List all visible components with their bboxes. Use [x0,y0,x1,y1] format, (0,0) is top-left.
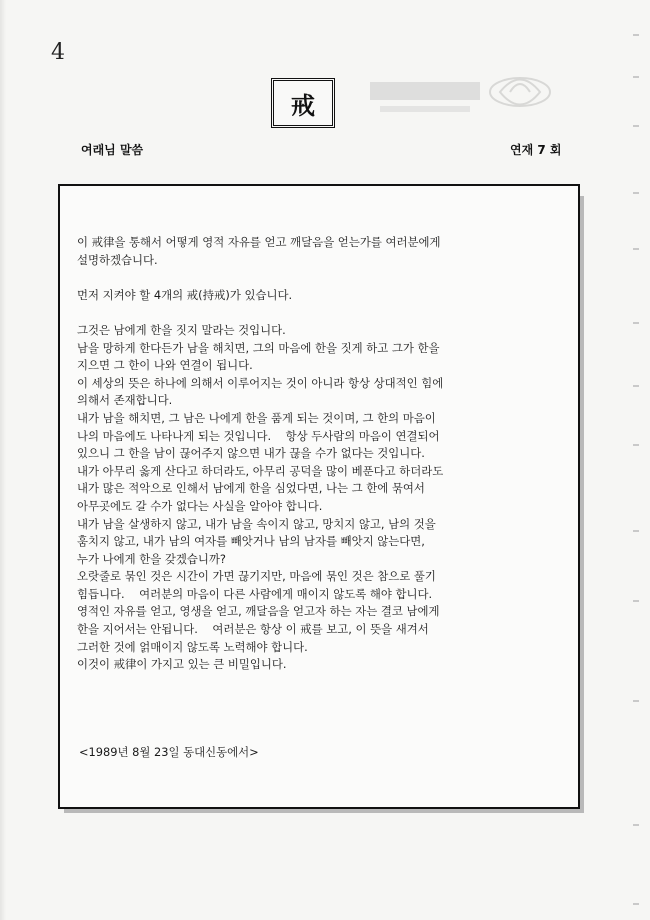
body-line: 이 戒律을 통해서 어떻게 영적 자유를 얻고 깨달음을 얻는가를 여러분에게 [77,235,441,249]
body-line: 누가 나에게 한을 갖겠습니까? [77,551,226,566]
binding-mark [633,322,639,324]
binding-mark [633,125,639,127]
binding-mark [633,385,639,387]
paragraph-gap [77,304,567,322]
body-line: 힘듭니다. 여러분의 마음이 다른 사람에게 매이지 않도록 해야 합니다. [77,586,433,601]
paragraph-gap [77,269,567,287]
body-line: 있으니 그 한을 남이 끊어주지 않으면 내가 끊을 수가 없다는 것입니다. [77,446,425,461]
body-line: 내가 아무리 옳게 산다고 하더라도, 아무리 공덕을 많이 베푼다고 하더라도 [77,463,444,478]
body-line: 이것이 戒律이 가지고 있는 큰 비밀입니다. [77,657,287,672]
binding-mark [633,34,639,36]
binding-mark [633,600,639,602]
body-line: 한을 지어서는 안됩니다. 여러분은 항상 이 戒를 보고, 이 뜻을 새겨서 [77,622,429,637]
body-line: 이 세상의 뜻은 하나에 의해서 이루어지는 것이 아니라 항상 상대적인 힘에 [77,375,444,390]
page-number: 4 [51,40,65,65]
body-line: 내가 남을 해치면, 그 남은 나에게 한을 품게 되는 것이며, 그 한의 마음이 [77,410,436,425]
body-line: 오랏줄로 묶인 것은 시간이 가면 끊기지만, 마음에 묶인 것은 참으로 풀기 [77,569,436,584]
box-shadow-bottom [64,809,584,813]
title-box [271,78,335,128]
lotus-watermark-icon [360,62,560,132]
page-title: 戒 [291,90,315,120]
binding-mark [633,192,639,194]
binding-marks [633,0,641,920]
body-line: 지으면 그 한이 나와 연결이 됩니다. [77,358,253,373]
body-line: 의해서 존재합니다. [77,393,173,408]
body-line: 그러한 것에 얽매이지 않도록 노력해야 합니다. [77,639,308,654]
body-line: 내가 남을 살생하지 않고, 내가 남을 속이지 않고, 망치지 않고, 남의 것을 [77,516,436,531]
body-line: 내가 많은 적악으로 인해서 남에게 한을 심었다면, 나는 그 한에 묶여서 [77,481,425,496]
body-line: 먼저 지켜야 할 4개의 戒(持戒)가 있습니다. [77,287,293,302]
body-line: 훔치지 않고, 내가 남의 여자를 빼앗거나 남의 남자를 빼앗지 않는다면, [77,534,425,549]
body-line: 그것은 남에게 한을 짓지 말라는 것입니다. [77,322,286,337]
binding-mark [633,700,639,702]
binding-mark [633,824,639,826]
body-line: 나의 마음에도 나타나게 되는 것입니다. 항상 두사람의 마음이 연결되어 [77,428,440,443]
box-shadow-right [580,196,584,811]
body-line: 아무곳에도 갈 수가 없다는 사실을 알아야 합니다. [77,498,323,513]
binding-mark [633,76,639,78]
binding-mark [633,903,639,905]
binding-mark [633,248,639,250]
binding-mark [633,444,639,446]
body-line: 남을 망하게 한다든가 남을 해치면, 그의 마음에 한을 짓게 하고 그가 한을 [77,340,440,355]
article-body [77,234,567,674]
scan-edge [0,0,6,920]
binding-mark [633,530,639,532]
body-line: 영적인 자유를 얻고, 영생을 얻고, 깨달음을 얻고자 하는 자는 결코 남에게 [77,604,440,619]
body-line: 설명하겠습니다. [77,252,158,267]
date-location-note: <1989년 8월 23일 동대신동에서> [79,745,259,759]
section-label: 여래님 말씀 [81,143,144,157]
series-label: 연재 7 회 [510,143,562,157]
